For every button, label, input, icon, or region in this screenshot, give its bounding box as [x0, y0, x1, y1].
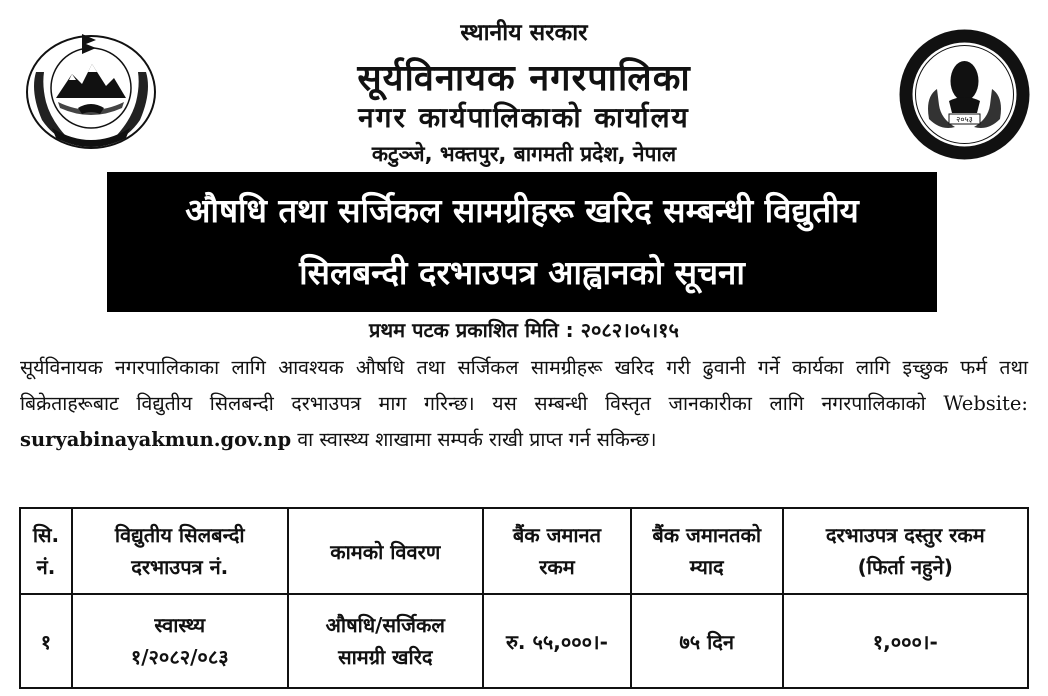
cell-serial-number: १ [20, 594, 72, 688]
header-work-description: कामको विवरण [288, 508, 484, 594]
notice-body-paragraph [20, 350, 1028, 458]
municipality-seal-icon [897, 27, 1032, 162]
office-name: नगर कार्यपालिकाको कार्यालय [358, 101, 690, 134]
header-bid-number: विद्युतीय सिलबन्दी दरभाउपत्र नं. [72, 508, 288, 594]
publication-date-value: २०८२।०५।१५ [580, 318, 679, 342]
website-link[interactable]: suryabinayakmun.gov.np [20, 428, 292, 451]
table-row [20, 594, 1028, 688]
municipality-name: सूर्यविनायक नगरपालिका [357, 58, 691, 99]
notice-title-line2: सिलबन्दी दरभाउपत्र आह्वानको सूचना [299, 253, 745, 292]
bid-details-table [19, 507, 1029, 689]
header-serial-number: सि. नं. [20, 508, 72, 594]
body-text-before: सूर्यविनायक नगरपालिकाका लागि आवश्यक औषधि तथा सर्जिकल सामग्रीहरू खरिद गरी ढुवानी गर्ने कार्यका लागि इच्छुक फर्म तथा बिक्रेताहरूबाट विद्युतीय सिलबन्दी दरभाउपत्र माग गरिन्छ। यस सम्बन्धी विस्तृत जानकारीका लागि नगरपालिकाको Website: [20, 356, 1028, 415]
notice-title-banner [107, 172, 937, 312]
cell-bid-fee: १,०००।- [783, 594, 1028, 688]
publication-date-separator: : [565, 318, 574, 342]
table-header-row [20, 508, 1028, 594]
nepal-emblem-icon [22, 28, 160, 150]
body-text-after: वा स्वास्थ्य शाखामा सम्पर्क राखी प्राप्त गर्न सकिन्छ। [297, 428, 657, 451]
publication-date-line [0, 316, 1048, 343]
cell-bid-number: स्वास्थ्य १/२०८२/०८३ [72, 594, 288, 688]
header-bid-fee: दरभाउपत्र दस्तुर रकम (फिर्ता नहुने) [783, 508, 1028, 594]
office-address: कटुञ्जे, भक्तपुर, बागमती प्रदेश, नेपाल [371, 142, 677, 166]
cell-bank-guarantee: रु. ५५,०००।- [483, 594, 631, 688]
local-government-label: स्थानीय सरकार [460, 20, 588, 46]
cell-guarantee-validity: ७५ दिन [631, 594, 783, 688]
seal-year: २०५३ [956, 115, 973, 124]
header-guarantee-validity: बैंक जमानतको म्याद [631, 508, 783, 594]
notice-title-line1: औषधि तथा सर्जिकल सामग्रीहरू खरिद सम्बन्धी विद्युतीय [185, 191, 859, 230]
publication-date-label: प्रथम पटक प्रकाशित मिति [369, 318, 559, 342]
cell-work-description: औषधि/सर्जिकल सामग्री खरिद [288, 594, 484, 688]
header-bank-guarantee: बैंक जमानत रकम [483, 508, 631, 594]
